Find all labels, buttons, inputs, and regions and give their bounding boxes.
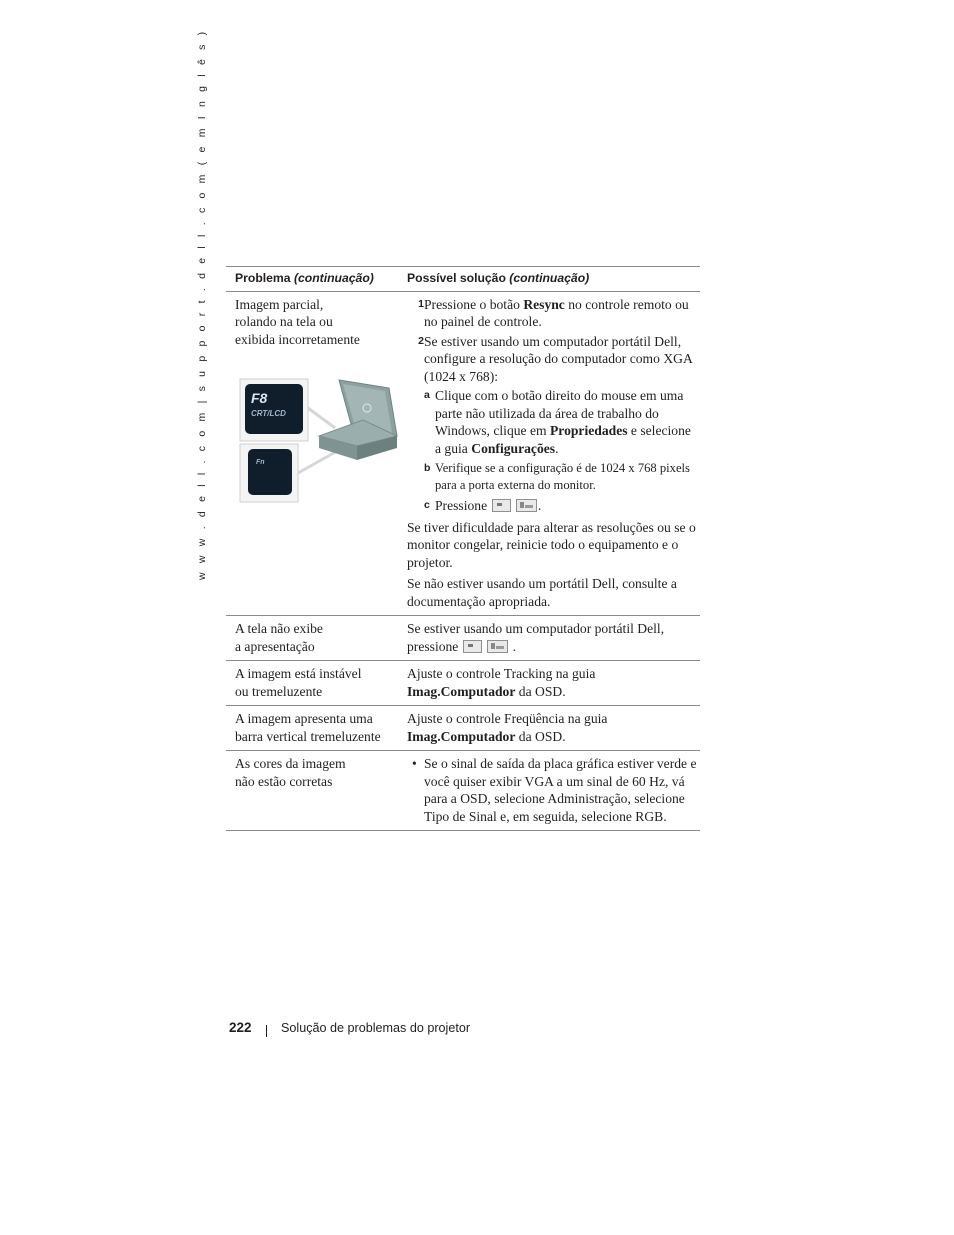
bullet-item: • Se o sinal de saída da placa gráfica estiver verde e você quiser exibir VGA a um sinal de 60 Hz, vá para a OSD, selecione Administração, selecione Tipo de Sinal e, em seguida, selecione RGB. bbox=[407, 755, 700, 825]
solution-cell: Ajuste o controle Tracking na guia Imag.Computador da OSD. bbox=[407, 666, 596, 699]
fn-key-icon bbox=[492, 499, 511, 512]
page-number: 222 bbox=[229, 1020, 252, 1035]
step-1: 1 Pressione o botão Resync no controle remoto ou no painel de controle. bbox=[418, 296, 689, 329]
header-problem: Problema (continuação) bbox=[226, 267, 407, 292]
note-paragraph: Se tiver dificuldade para alterar as resoluções ou se o monitor congelar, reinicie todo o equipamento e o projetor. bbox=[407, 519, 696, 570]
solution-cell: Se estiver usando um computador portátil Dell, pressione . bbox=[407, 621, 665, 654]
table-row bbox=[226, 661, 700, 706]
fn-key-icon bbox=[463, 640, 482, 653]
table-row bbox=[226, 291, 700, 616]
footer-divider bbox=[266, 1025, 267, 1037]
footer-title: Solução de problemas do projetor bbox=[281, 1021, 471, 1035]
step-2-substeps bbox=[407, 387, 700, 515]
crt-lcd-key-icon bbox=[487, 640, 508, 653]
laptop-keys-graphic bbox=[239, 378, 399, 503]
solution-cell: Ajuste o controle Freqüência na guia Imag.Computador da OSD. bbox=[407, 711, 608, 744]
table-row bbox=[226, 751, 700, 831]
crt-lcd-key-icon bbox=[516, 499, 537, 512]
solution-cell bbox=[407, 751, 700, 831]
crt-lcd-key-label: CRT/LCD bbox=[251, 409, 286, 418]
substep-b: b Verifique se a configuração é de 1024 x 768 pixels para a porta externa do monitor. bbox=[424, 461, 690, 492]
step-2: 2 Se estiver usando um computador portátil Dell, configure a resolução do computador como XGA (1024 x 768): bbox=[418, 333, 693, 384]
problem-cell: A imagem apresenta uma barra vertical tremeluzente bbox=[235, 711, 381, 744]
f8-key-label: F8 bbox=[251, 390, 268, 406]
laptop-keys-illustration bbox=[239, 378, 399, 503]
header-solution: Possível solução (continuação) bbox=[407, 267, 700, 292]
substep-c: c Pressione . bbox=[424, 498, 542, 513]
table-header-row bbox=[226, 267, 700, 292]
solution-cell bbox=[407, 291, 700, 616]
fn-key-label: Fn bbox=[256, 459, 265, 466]
problem-cell: As cores da imagem não estão corretas bbox=[235, 756, 346, 789]
substep-a: a Clique com o botão direito do mouse em uma parte não utilizada da área de trabalho do Windows, clique em Propriedades e selecione a guia Configurações. bbox=[424, 388, 691, 456]
problem-cell: Imagem parcial, rolando na tela ou exibida incorretamente F8 CRT/LCD Fn bbox=[226, 291, 407, 616]
table-row bbox=[226, 706, 700, 751]
note-paragraph: Se não estiver usando um portátil Dell, consulte a documentação apropriada. bbox=[407, 576, 677, 609]
table-row bbox=[226, 616, 700, 661]
problem-cell: A tela não exibe a apresentação bbox=[235, 621, 323, 654]
problem-cell: A imagem está instável ou tremeluzente bbox=[235, 666, 362, 699]
bullet-icon: • bbox=[412, 756, 417, 771]
troubleshooting-table bbox=[226, 266, 700, 831]
side-url-text: w w w . d e l l . c o m | s u p p o r t . d e l l . c o m ( e m I n g l ê s ) bbox=[196, 28, 208, 580]
